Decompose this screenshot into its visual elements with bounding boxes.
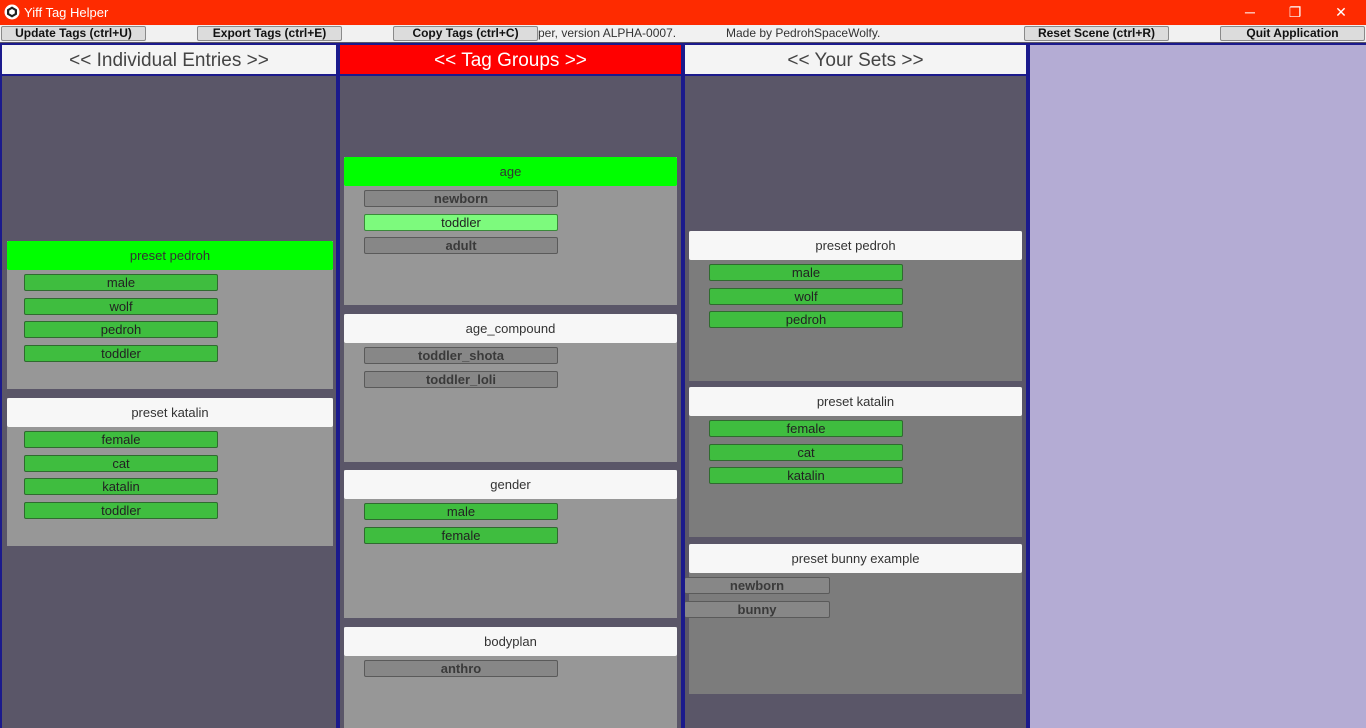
entry-preset-katalin bbox=[7, 398, 333, 546]
copy-tags-button[interactable]: Copy Tags (ctrl+C) bbox=[393, 26, 538, 41]
tag-button[interactable]: toddler bbox=[24, 345, 218, 362]
maximize-button[interactable]: ❐ bbox=[1288, 4, 1302, 20]
tag-button[interactable]: katalin bbox=[24, 478, 218, 495]
group-header[interactable]: bodyplan bbox=[344, 627, 677, 656]
export-tags-button[interactable]: Export Tags (ctrl+E) bbox=[197, 26, 342, 41]
tag-button[interactable]: female bbox=[364, 527, 558, 544]
title-bar bbox=[0, 0, 1366, 25]
tag-button[interactable]: female bbox=[709, 420, 903, 437]
group-header[interactable]: age_compound bbox=[344, 314, 677, 343]
tag-group-age-compound bbox=[344, 314, 677, 462]
tag-button[interactable]: pedroh bbox=[24, 321, 218, 338]
entry-header[interactable]: preset katalin bbox=[7, 398, 333, 427]
set-header[interactable]: preset bunny example bbox=[689, 544, 1022, 573]
tag-groups-panel[interactable] bbox=[338, 43, 683, 728]
tag-button[interactable]: bunny bbox=[684, 601, 830, 618]
tag-button[interactable]: toddler_loli bbox=[364, 371, 558, 388]
close-button[interactable]: ✕ bbox=[1335, 4, 1347, 20]
tag-button[interactable]: anthro bbox=[364, 660, 558, 677]
set-preset-pedroh bbox=[689, 231, 1022, 381]
tag-button[interactable]: katalin bbox=[709, 467, 903, 484]
group-header[interactable]: gender bbox=[344, 470, 677, 499]
entry-preset-pedroh bbox=[7, 241, 333, 389]
version-text: per, version ALPHA-0007. bbox=[538, 26, 677, 40]
group-header[interactable]: age bbox=[344, 157, 677, 186]
set-header[interactable]: preset pedroh bbox=[689, 231, 1022, 260]
window-title: Yiff Tag Helper bbox=[24, 5, 109, 20]
individual-entries-panel[interactable] bbox=[0, 43, 338, 728]
tag-button[interactable]: male bbox=[24, 274, 218, 291]
tag-button[interactable]: cat bbox=[709, 444, 903, 461]
toolbar bbox=[0, 25, 1366, 42]
your-sets-panel[interactable] bbox=[683, 43, 1028, 728]
update-tags-button[interactable]: Update Tags (ctrl+U) bbox=[1, 26, 146, 41]
tag-button[interactable]: adult bbox=[364, 237, 558, 254]
set-preset-bunny-example bbox=[689, 544, 1022, 694]
tag-button[interactable]: male bbox=[364, 503, 558, 520]
tag-group-gender bbox=[344, 470, 677, 618]
credit-text: Made by PedrohSpaceWolfy. bbox=[726, 26, 881, 40]
your-sets-header[interactable]: << Your Sets >> bbox=[685, 45, 1026, 76]
tag-button[interactable]: toddler bbox=[24, 502, 218, 519]
tag-groups-header[interactable]: << Tag Groups >> bbox=[340, 45, 681, 76]
output-panel bbox=[1028, 43, 1366, 728]
tag-button[interactable]: wolf bbox=[709, 288, 903, 305]
tag-button[interactable]: newborn bbox=[684, 577, 830, 594]
tag-group-bodyplan bbox=[344, 627, 677, 728]
unity-logo-icon bbox=[4, 4, 20, 20]
tag-button[interactable]: male bbox=[709, 264, 903, 281]
tag-button[interactable]: wolf bbox=[24, 298, 218, 315]
set-preset-katalin bbox=[689, 387, 1022, 537]
set-header[interactable]: preset katalin bbox=[689, 387, 1022, 416]
reset-scene-button[interactable]: Reset Scene (ctrl+R) bbox=[1024, 26, 1169, 41]
individual-entries-header[interactable]: << Individual Entries >> bbox=[2, 45, 336, 76]
tag-button[interactable]: toddler bbox=[364, 214, 558, 231]
minimize-button[interactable]: ─ bbox=[1245, 4, 1255, 20]
tag-button[interactable]: toddler_shota bbox=[364, 347, 558, 364]
quit-application-button[interactable]: Quit Application bbox=[1220, 26, 1365, 41]
tag-button[interactable]: newborn bbox=[364, 190, 558, 207]
tag-button[interactable]: pedroh bbox=[709, 311, 903, 328]
entry-header[interactable]: preset pedroh bbox=[7, 241, 333, 270]
tag-group-age bbox=[344, 157, 677, 305]
tag-button[interactable]: female bbox=[24, 431, 218, 448]
tag-button[interactable]: cat bbox=[24, 455, 218, 472]
